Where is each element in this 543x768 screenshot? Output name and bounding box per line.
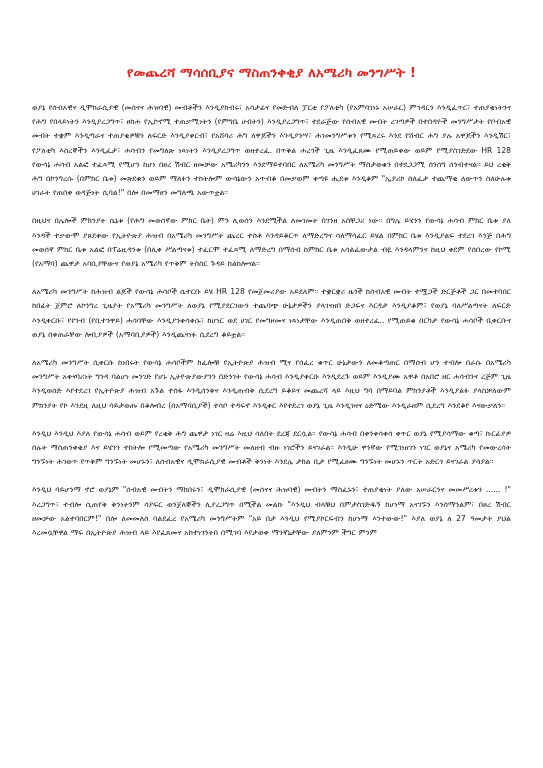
document-body [32, 101, 511, 540]
paragraph-4: ለአሜሪካ መንግሥት ሲቀርቡ ከነበሩት የውሳኔ ሐሳቦችም ከፈሎቹ የኢትዮጵያ ሕዝብ ሚና የሰፈረ ቁጥር ሁኔታውን ለመቆጣጠር በማሰብ ሆን ተብሎ በራሱ በአሜሪካ መንግሥት አቀናባሪነት ግንዳ ባልሆነ መንገድ የሆኑ ኢትዮጵያውያንን በድንገት የውሳኔ ሐሳብ እንዲያቀርቡ እንዲደረጉ ወይም እንዲያሙ አዋቶ በአበሮ ዘር ሐሳብንና ረጅም ጊዜ እንዲወሰድ እየተደረገ የኢትዮጵያ ሕዝብ አጉል ተስፋ እንዲሰንቅና እንዲጠብቅ ሲደረግ ይቆይና መጨረሻ ላይ እዚህ ግባ በማይባል ምክንያቶች እንዲያልፉ ያላስቻለውም ምክንያት የኮ እንደዚ ለዚህ ሳይታወጡ በቆሎበረ (በአማባቢያች) ተሳቦ ተዳፍኖ እንዲቀር እየተደረገ ወያኔ ጊዜ እንዲገዛና ዕድሜው እንዲራዘም ሲደረግ እንደቆየ እናውቃለን፡፡ [32, 358, 511, 410]
paragraph-6: እንዲህ ባይሆንማ ኖሮ ወያኔም "ሰብአዊ መብትን ማክበሩን፣ ዲሞክራሲያዊ (መሰናና ሕዝባዊ) መብትን ማስፈኑን፣ ተጠያቂነት ያለው አሠራርንና መመሥረቱን ...... !" እረጋግጥ፣ ተብሎ ሲጠየቅ ቅንነትንም ሳያፍር ወንጀለኞችን ሊያረጋግጥ በሚችል መልኩ "እንዲህ ብላቹህ በምታስገድዱኝ ከሆነማ አናገኙን እንስማንልም፣ በፀረ ሽብር ዘመቻው አልተባበርም!" በሎ ለመመለስ ባልደፈረ የአሜሪካ መንግሥትም "አይ በታ እንዲህ የሚያኮርፍብን ከሆነማ እንተውው!" እያለ ወያኔ ለ 27 ዓመታት ያህል እረመሷቸዋል ማፍ በኢትዮጵያ ሕዝብ ላይ እየፈጸመና አከተነገንትበ በሚገባ እየታወቀ ማንኛኒታቸው ያለምንም ችግር ምንም [32, 485, 511, 538]
paragraph-5: እንዲህ እንዲህ እያለ የውሳኔ ሐሳብ ወይም የረቂቅ ሕግ ጨዋታ ነገር ዛሬ እዚህ ሳለበት ደረጃ ደርሷል፡፡ የውሳኔ ሐሳብ በቀንቀሳቀሳ ቀጥር ወያኔ የሚያሳማው ቁጣ፣ ኩርፊያዎ በሉት ማስጠንቀቂያ እና ይሄንን ተከትሎ የሚመጣው የአሜሪካ መንግሥት መለዘብ ብዙ ነገሮችን ይናገራል፡፡ እንዲሁ ዋንኛው የሚገነዘገን ነገር ወያኔና አሜሪካ የመውረሳት ግንኙነት ሕገወጥ የጥቅም ግንኙነት መሆኑን፣ ለሰብአዊና ዲሞክራሲያዊ መብቶች ቅንነት እንደሌ ታክል ቢታ የሚፈፀሙ ግንኙነት መሆኑን ጥርት አድርጎ ይናገራል ያሳያል፡፡ [32, 428, 511, 467]
paragraph-2: በዚህና በሌሎች ምክንያት ሴኔቱ (የሕግ መወሰኛው ምክር ቤት) ምን ሊወሰን እንደሚችል ለመገመት በገንዘ አስቸጋሪ ነው፡፡ በግሌ ይሄንን የውሳኔ ሐሳብ ምክር ቤቱ ያለ እንዳች ተቃውሞ ያጸደቀው የኢትዮጵያ ሕዝብ በአሜሪካ መንግሥት ጨረር ተሰቶ እንዳይቆርጥ ለማድረግና ሳለማሳፈር ይሄል በምክር ቤቱ እንዲያልፍ ተደረገ እንጅ በሕግ መወሰኛ ምክር ቤቱ አልፎ በፐሬዚዳንቱ (በሊቀ ሥልጣናቱ) ተፈርሞ ተፈጻሚ ለማድረግ በማሰብ ከምክር ቤቱ አሳልፈውታል ብዬ እንዳላምንና ከዚህ ቀደም የሰበረው የኮሚ (የአማባ) ጨዋታ አባቢያቸውና የወያኔ አሜሪካ የጥቅም ትስስር ጉዳይ ከልከሎናል፡፡ [32, 216, 511, 269]
paragraph-1: ወያኔ የሰብአዊና ዲሞክራሲያዊ (መሰናና ሕዝባዊ) መብቶችን እንዲያከብሩ፣ አሳታፊና የመድብለ ፓርቲ የፖለቲካ (የአምባገነኑ አሠራር) ምኅዳርን እንዲፈጥር፣ ተጠያቂነትንና የሕግ የበላይነትን እንዲያረጋግጥ፣ ፀከሐ የኢኮኖሚ ተጠቃሚነትን (የምግቤ ሀብትን) እንዲያረጋግጥ፣ ተደራጅው የሰብአዊ መብት ረገጣዎች በተበዳዮች መንግሥታት የቦብአዊ መብት ተቋም እንዲጣራና ተጠያቂዎቹን ለፍርድ እንዲያቀርብ፣ የአሸባሪ ሕግ ለዋጆችን እንዲያንሣ፣ ሕገመንግሥቱን የሚጻረሩ እንደ የሸብር ሕግ ያሉ አዋጆችን እንዲሽር፣ የፖለቲካ እስረኞችን እንዲፈታ፣ ሐሳብን የመግለጽ ነጻነትን እንዲያረጋግጥ ወዘተረፈ. በጥቅል ሐረጎች ጊዜ እንዲፈጸሙ የሚጠይቀው ወይም የሚያስገድደው HR 128 የውሳኔ ሐሳብ አልፎ ተፈጻሚ የሚሆን ከሆነ በፀረ ሽብር ዘመቻው አሜሪካንን እንደማይተባበር ለአሜሪካ መንግሥት ማስታወቁን በተደጋጋሚ ሰንሰግ ሰንብተናል፡፡ ይህ ረቂቅ ሕግ በኮንግረሱ (በምክር ቤቱ) መጽደቁን ወይም ማለፉን ተከትሎም ውሳኔውን አጥብቆ በመቃወም ቀጣዩ ሒደቱ እንዲቆም "ኢያሪኮ ስለፈታ ተጨማቂ ለውጥን ስለሁሉቱ ሀገራት የጠበቀ ወዳጅነት ሲባል!" በሎ በመማፀን መግለጫ አውጥቷል፡፡ [32, 103, 511, 198]
document-title: የመጨረሻ ማሳሰቢያና ማስጠንቀቂያ ለአሜሪካ መንግሥት ! [126, 66, 416, 81]
paragraph-3: ለአሜሪካ መንግሥት ከሕዝብ ልጆች የውሳኔ ሐሳቦች ሴተርቡ ይሄ HR 128 የመጀመሪያው አይደለም፡፡ ተቋርቋሪ ዜጎች ከሰብአዊ መብት ተሟጋች ድርጅቶች ጋር በመተባበር ከበፊት ጀምሮ ለኮንግረ ጊዜያት የአሜሪካ መንግሥት ለወያኔ የሚያደርገውን ተጨባጭ ሁኔታዎችን ያላገናዘበ ድጋፍና እርዳታ እንዲያቆም፣ የወያኔ ባለሥልጣናት ለፍርድ እንዲቀርቡ፣ የየንብ (የቢተንዋይ) ሐሳባቸው እንዲያንቀሳቀሱ፣ ከሆነር ወደ ሀገር የመግዞመና ነጻነታቸው እንዲጠበቅ ወዘተረፈ.. የሚጠይቁ በርካታ የውሳኔ ሐሳቦች ቢቀርቡና ወያኔ በቀጠራቸው ሎቢያዎች (አማባቢያዎች) እንዲጨናነፉ ሲደረግ ቆይቷል፡፡ [32, 287, 511, 339]
